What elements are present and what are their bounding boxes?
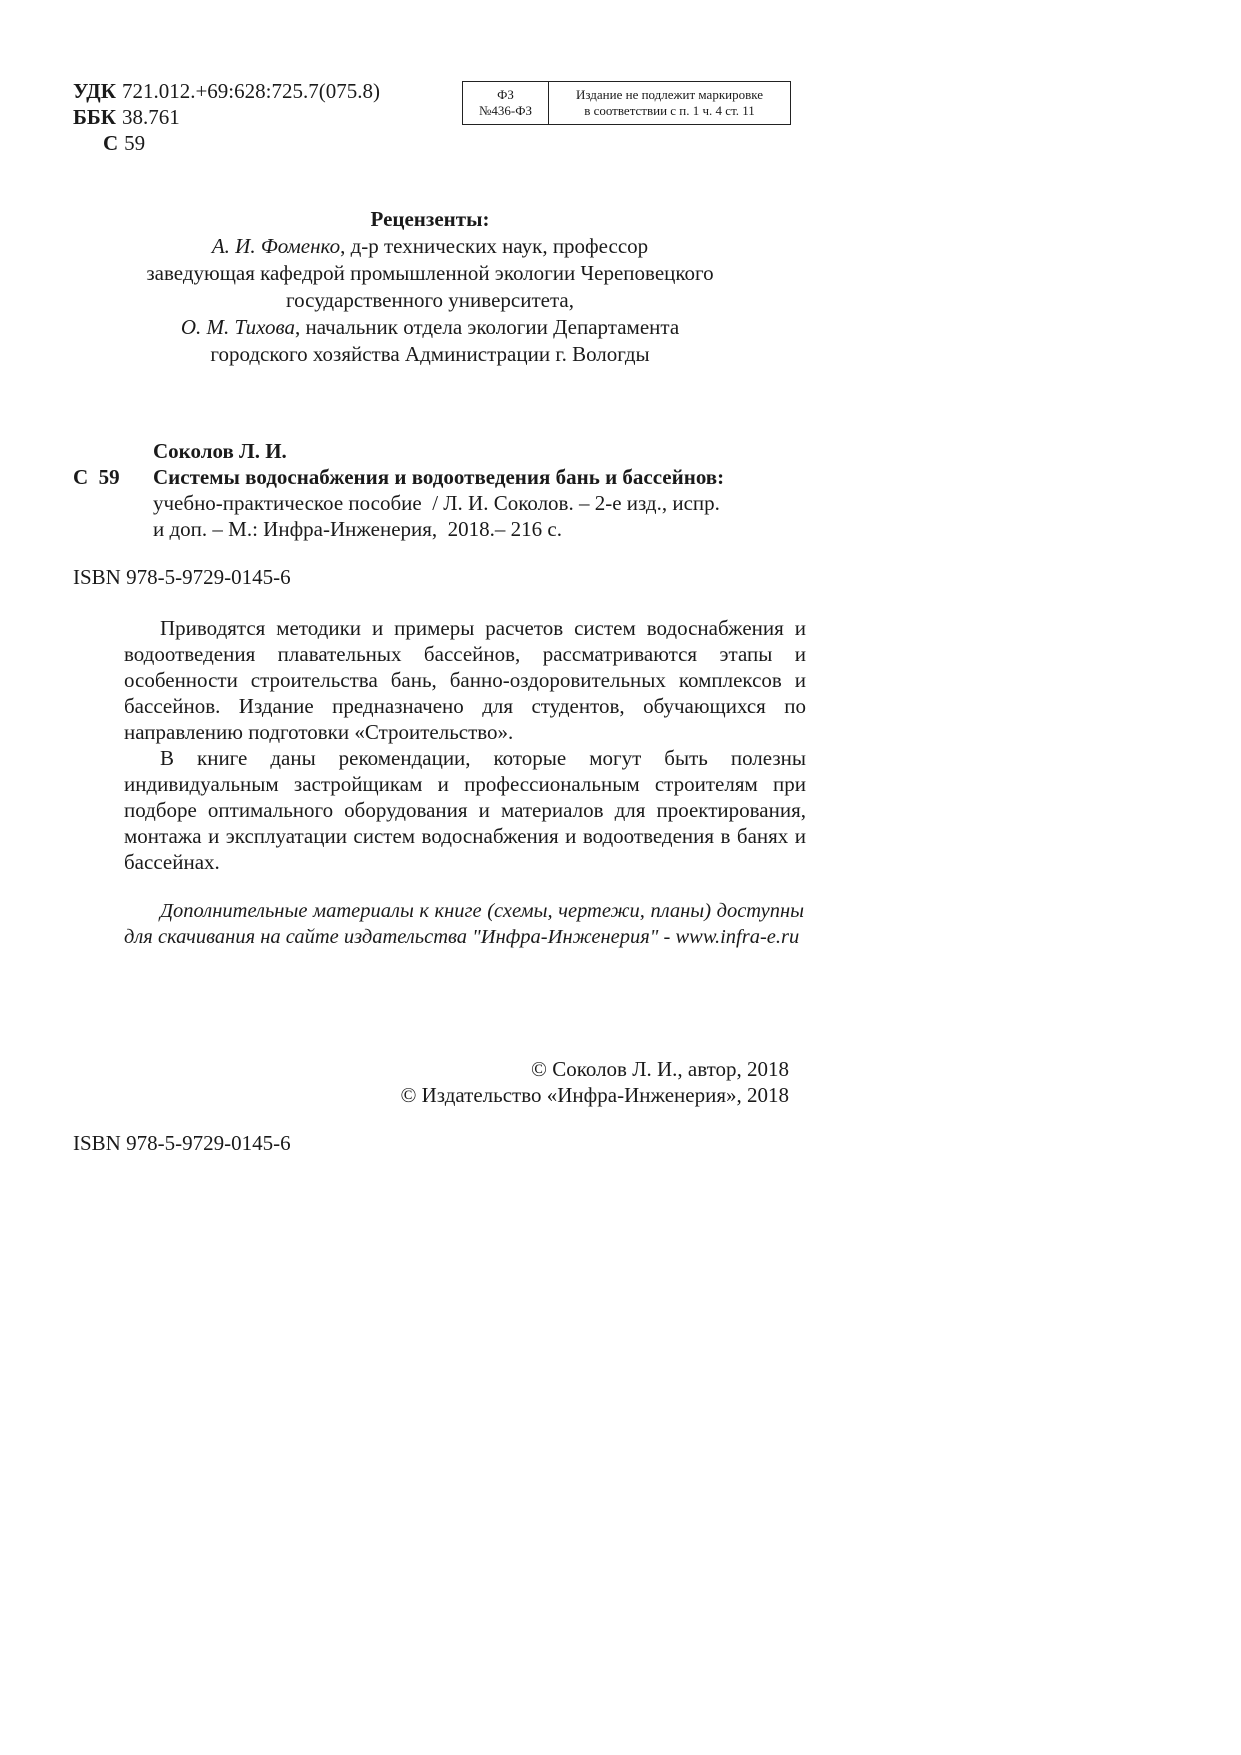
- author-sign-label: С: [103, 131, 119, 155]
- extra-materials-note: [124, 898, 804, 950]
- reviewer-1-line3: государственного университета,: [286, 288, 574, 312]
- reviewer-1-title: , д-р технических наук, профессор: [340, 234, 649, 258]
- abstract: [124, 615, 806, 875]
- author-sign-line: [73, 130, 380, 156]
- law-box-right-line1: Издание не подлежит маркировке: [576, 87, 763, 102]
- reviewer-2-name: О. М. Тихова: [180, 315, 295, 339]
- reviewers-heading: Рецензенты:: [370, 207, 490, 231]
- biblio-line4-wrap: [73, 516, 793, 542]
- copyright-author: © Соколов Л. И., автор, 2018: [531, 1057, 789, 1081]
- reviewer-2-line2: городского хозяйства Администрации г. Вологды: [210, 342, 650, 366]
- isbn-top: ISBN 978-5-9729-0145-6: [73, 565, 291, 589]
- biblio-code: С 59: [73, 465, 120, 489]
- classification-codes: [73, 78, 380, 156]
- reviewers-block: [100, 206, 760, 368]
- reviewer-1-line2: заведующая кафедрой промышленной экологии Череповецкого: [146, 261, 714, 285]
- biblio-line3: учебно-практическое пособие / Л. И. Соколов. – 2-е изд., испр.: [153, 491, 720, 515]
- bbk-value: 38.761: [122, 105, 180, 129]
- reviewer-1-name: А. И. Фоменко: [211, 234, 341, 258]
- reviewer-1-line: [100, 233, 760, 260]
- biblio-title-line: [73, 464, 793, 490]
- biblio-author-line: [73, 438, 793, 464]
- biblio-line3-wrap: [73, 490, 793, 516]
- law-box-left-line1: ФЗ: [497, 87, 514, 102]
- bbk-label: ББК: [73, 105, 116, 129]
- udk-line: [73, 78, 380, 104]
- law-box-left: [463, 82, 549, 124]
- bibliographic-record: [73, 438, 793, 542]
- bbk-line: [73, 104, 380, 130]
- reviewer-2-title: , начальник отдела экологии Департамента: [294, 315, 680, 339]
- biblio-title: Системы водоснабжения и водоотведения бань и бассейнов:: [153, 465, 725, 489]
- udk-value: 721.012.+69:628:725.7(075.8): [121, 79, 380, 103]
- author-sign-value: 59: [124, 131, 146, 155]
- biblio-author: Соколов Л. И.: [153, 439, 287, 463]
- law-marking-box: [462, 81, 791, 125]
- abstract-paragraph-2: В книге даны рекомендации, которые могут быть полезны индивидуальным застройщикам и профессиональным строителям при подборе оптимального оборудования и материалов для проектирования, монтажа и эксплуатации систем водоснабжения и водоотведения в банях и бассейнах.: [124, 746, 806, 874]
- law-box-left-line2: №436-ФЗ: [478, 103, 532, 118]
- law-box-right-line2: в соответствии с п. 1 ч. 4 ст. 11: [584, 103, 755, 118]
- isbn-bottom: ISBN 978-5-9729-0145-6: [73, 1131, 291, 1155]
- biblio-line4: и доп. – М.: Инфра-Инженерия, 2018.– 216 с.: [153, 517, 562, 541]
- copyright-block: [400, 1056, 789, 1108]
- reviewer-2-line: [100, 314, 760, 341]
- abstract-paragraph-1: Приводятся методики и примеры расчетов систем водоснабжения и водоотведения плавательных бассейнов, рассматриваются этапы и особенности строительства бань, банно-оздоровительных комплексов и бассейнов. Издание предназначено для студентов, обучающихся по направлению подготовки «Строительство».: [124, 616, 806, 744]
- copyright-publisher: © Издательство «Инфра-Инженерия», 2018: [400, 1083, 789, 1107]
- law-box-right: [549, 82, 790, 124]
- extra-materials-text: Дополнительные материалы к книге (схемы, чертежи, планы) доступны для скачивания на сайте издательства "Инфра-Инженерия" - www.infra-e.ru: [124, 900, 804, 948]
- udk-label: УДК: [73, 79, 116, 103]
